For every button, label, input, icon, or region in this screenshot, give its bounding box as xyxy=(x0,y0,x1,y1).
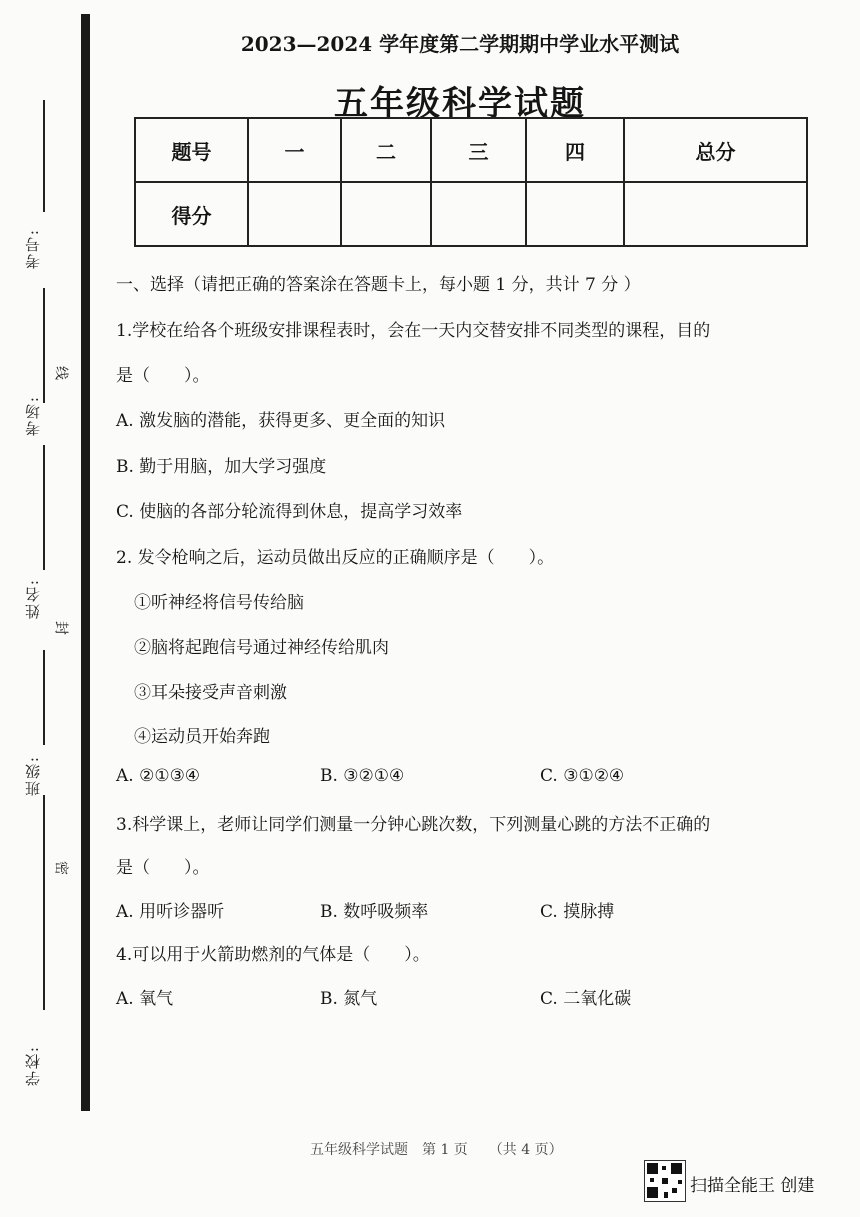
binding-line xyxy=(43,100,45,212)
q3-stem: 3.科学课上，老师让同学们测量一分钟心跳次数，下列测量心跳的方法不正确的 xyxy=(116,815,711,835)
q2-step-1: ①听神经将信号传给脑 xyxy=(134,593,304,613)
q2-stem: 2. 发令枪响之后，运动员做出反应的正确顺序是（ ）。 xyxy=(116,548,555,568)
score-table-header-row xyxy=(135,118,807,182)
seal-line-char: 线 xyxy=(55,364,69,380)
scanner-watermark: 扫描全能王 创建 xyxy=(690,1176,815,1196)
seal-seal-char: 封 xyxy=(55,619,69,635)
q4-stem: 4.可以用于火箭助燃剂的气体是（ ）。 xyxy=(116,945,430,965)
score-cell xyxy=(248,182,341,246)
binding-bar xyxy=(81,14,90,1111)
q2-option-a: A. ②①③④ xyxy=(116,766,201,786)
seal-secret-char: 密 xyxy=(55,859,69,875)
class-label: 班级: xyxy=(24,755,42,797)
binding-line xyxy=(43,650,45,745)
exam-header: 2023—2024 学年度第二学期期中学业水平测试 xyxy=(240,32,680,56)
score-cell xyxy=(624,182,807,246)
score-cell-label: 得分 xyxy=(135,182,248,246)
score-cell xyxy=(431,182,526,246)
header-cell-4: 四 xyxy=(526,118,624,182)
q1-stem-cont: 是（ ）。 xyxy=(116,366,210,386)
q2-option-c: C. ③①②④ xyxy=(540,766,625,786)
q4-option-c: C. 二氧化碳 xyxy=(540,989,632,1009)
name-label: 姓名: xyxy=(24,578,42,620)
q2-step-2: ②脑将起跑信号通过神经传给肌肉 xyxy=(134,638,389,658)
page-title: 五年级科学试题 xyxy=(334,84,586,124)
header-cell-3: 三 xyxy=(431,118,526,182)
q1-stem: 1.学校在给各个班级安排课程表时，会在一天内交替安排不同类型的课程，目的 xyxy=(116,321,711,341)
header-cell-1: 一 xyxy=(248,118,341,182)
q4-option-b: B. 氮气 xyxy=(320,989,378,1009)
q3-stem-cont: 是（ ）。 xyxy=(116,858,210,878)
q4-option-a: A. 氧气 xyxy=(116,989,174,1009)
q3-option-c: C. 摸脉搏 xyxy=(540,902,615,922)
q1-option-a: A. 激发脑的潜能，获得更多、更全面的知识 xyxy=(116,411,446,431)
section-title: 一、选择（请把正确的答案涂在答题卡上，每小题 1 分，共计 7 分 ） xyxy=(116,275,641,295)
school-label: 学校: xyxy=(24,1045,42,1087)
q1-option-b: B. 勤于用脑，加大学习强度 xyxy=(116,457,327,477)
q2-step-3: ③耳朵接受声音刺激 xyxy=(134,683,287,703)
exam-number-label: 考号: xyxy=(24,228,42,270)
header-cell-2: 二 xyxy=(341,118,431,182)
score-cell xyxy=(526,182,624,246)
binding-line xyxy=(43,795,45,1010)
score-table xyxy=(134,117,808,247)
q3-option-b: B. 数呼吸频率 xyxy=(320,902,429,922)
exam-room-label: 考场: xyxy=(24,395,42,437)
q2-step-4: ④运动员开始奔跑 xyxy=(134,727,270,747)
page-footer: 五年级科学试题 第 1 页 （共 4 页） xyxy=(310,1142,563,1158)
header-cell-label: 题号 xyxy=(135,118,248,182)
q1-option-c: C. 使脑的各部分轮流得到休息，提高学习效率 xyxy=(116,502,463,522)
header-cell-total: 总分 xyxy=(624,118,807,182)
score-cell xyxy=(341,182,431,246)
binding-line xyxy=(43,445,45,570)
q2-option-b: B. ③②①④ xyxy=(320,766,405,786)
q3-option-a: A. 用听诊器听 xyxy=(116,902,225,922)
qr-code-icon xyxy=(644,1160,686,1202)
score-table-score-row xyxy=(135,182,807,246)
binding-line xyxy=(43,288,45,403)
